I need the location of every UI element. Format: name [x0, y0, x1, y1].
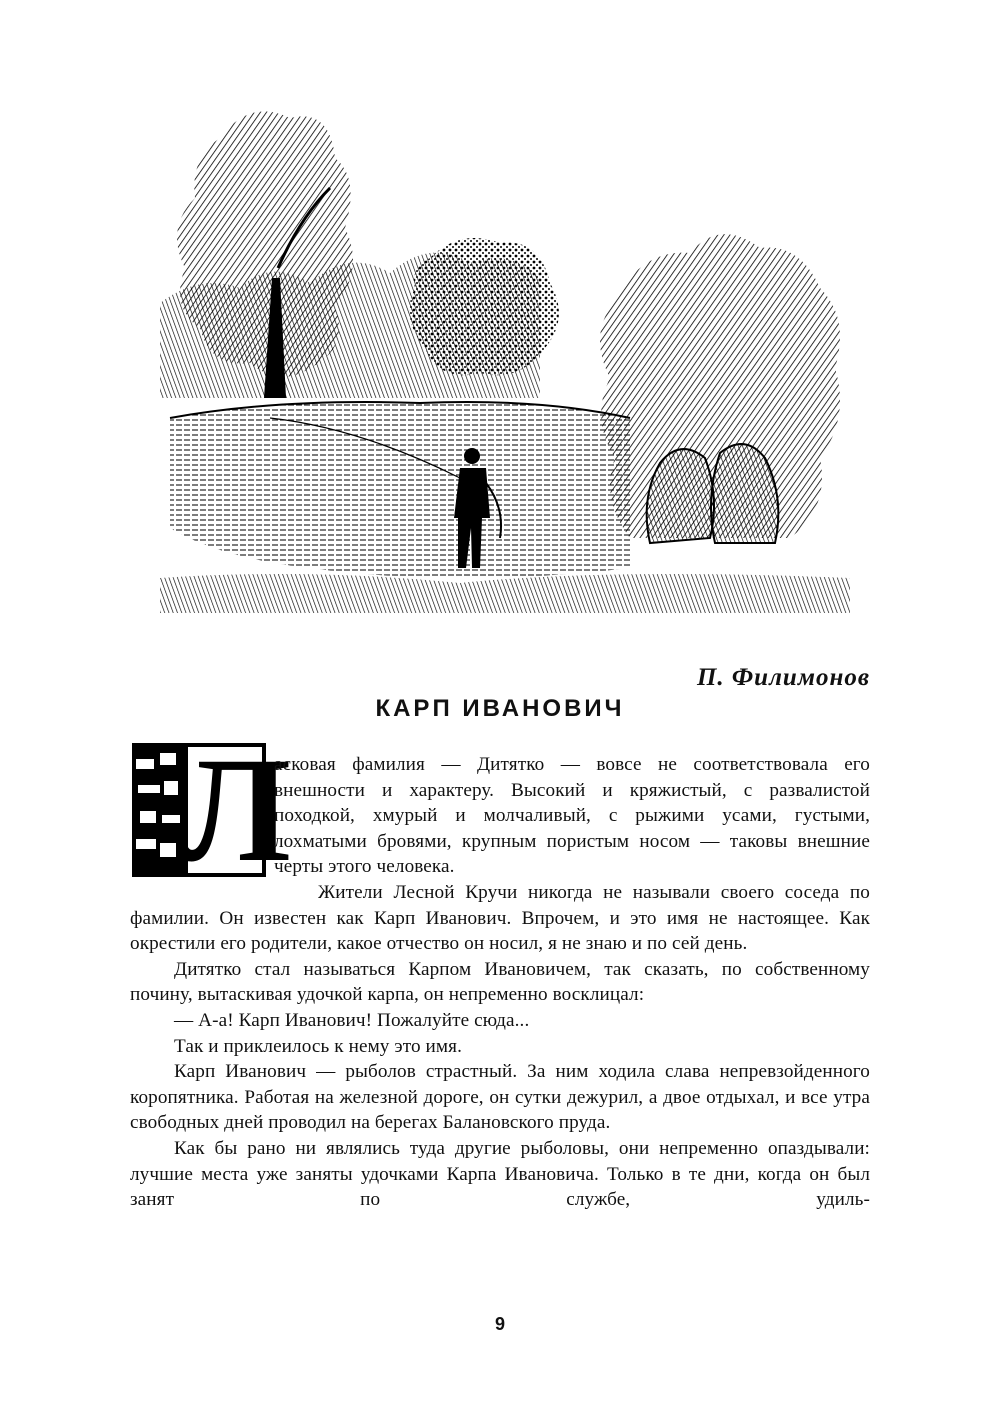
paragraph: асковая фамилия — Дитятко — вовсе не соответствовала его внешности и характеру. Высокий и кряжистый, с развалистой походкой, хмурый и молчаливый, с рыжими усами, густыми, лохматыми бровями, крупным пористым носом — таковы внешние черты этого человека. — [274, 754, 870, 878]
left-tree — [177, 111, 353, 377]
paragraph: Жители Лесной Кручи никогда не называли своего соседа по фамилии. Он известен как Карп Иванович. Впрочем, и это имя не настоящее. Как окрестили его родители, какое отчество он носил, я не знаю и по сей день. — [130, 881, 870, 955]
pond — [170, 402, 630, 578]
paragraph: Дитятко стал называться Карпом Ивановичем, так сказать, по собственному почину, вытаскивая удочкой карпа, он непременно восклицал: — [130, 958, 870, 1006]
foreground-grass — [160, 574, 850, 613]
paragraph: — А-а! Карп Иванович! Пожалуйте сюда... — [174, 1009, 530, 1031]
landscape-illustration — [160, 98, 850, 613]
drop-cap-spacer — [130, 752, 274, 882]
article-body — [130, 752, 870, 1213]
middle-tree — [409, 238, 559, 375]
chapter-title: КАРП ИВАНОВИЧ — [375, 695, 625, 722]
paragraph: Так и приклеилось к нему это имя. — [174, 1035, 462, 1057]
paragraph: Карп Иванович — рыболов страстный. За ним ходила слава непревзойденного коропятника. Работая на железной дороге, он сутки дежурил, а двое отдыхал, и все утра свободных дней проводил на берегах Балановского пруда. — [130, 1061, 870, 1134]
paragraph: Как бы рано ни являлись туда другие рыболовы, они непременно опаздывали: лучшие места уже заняты удочками Карпа Ивановича. Только в те дни, когда он был занят по службе, удиль- — [130, 1137, 870, 1211]
page-number: 9 — [494, 1314, 505, 1334]
author-name: П. Филимонов — [696, 664, 870, 691]
drop-cap-letter: Л — [179, 727, 291, 893]
